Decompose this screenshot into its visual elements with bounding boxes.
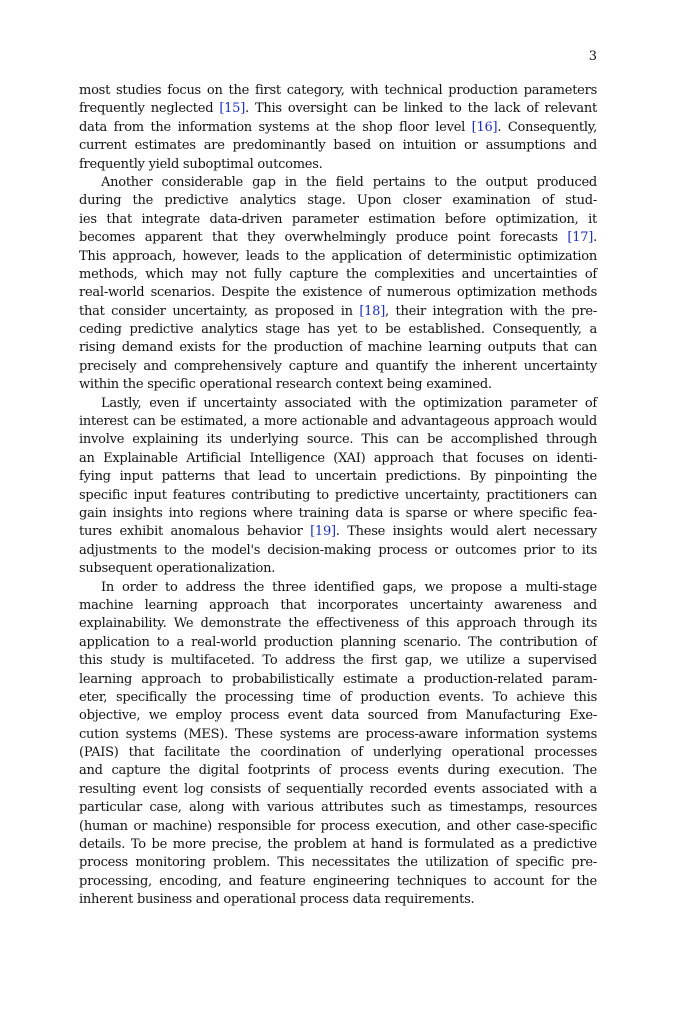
text-line bbox=[79, 211, 597, 229]
text-segment: process monitoring problem. This necessitates the utilization of specific pre- bbox=[79, 855, 597, 871]
text-line bbox=[79, 303, 597, 321]
text-line bbox=[79, 229, 597, 247]
text-segment: gain insights into regions where training data is sparse or where specific fea- bbox=[79, 505, 597, 521]
text-segment: machine learning approach that incorporates uncertainty awareness and bbox=[79, 597, 597, 613]
text-line bbox=[79, 836, 597, 854]
text-segment: In order to address the three identified gaps, we propose a multi-stage bbox=[101, 579, 597, 595]
text-line bbox=[79, 339, 597, 357]
page-number: 3 bbox=[588, 49, 597, 64]
text-line bbox=[79, 707, 597, 725]
text-segment: tures exhibit anomalous behavior bbox=[79, 524, 311, 540]
text-line bbox=[79, 192, 597, 210]
text-segment: real-world scenarios. Despite the existence of numerous optimization methods bbox=[79, 285, 597, 301]
body-text bbox=[79, 82, 597, 910]
text-line bbox=[79, 395, 597, 413]
text-segment: interest can be estimated, a more actionable and advantageous approach would bbox=[79, 414, 597, 430]
text-segment: explainability. We demonstrate the effectiveness of this approach through its bbox=[79, 616, 597, 632]
text-segment: and capture the digital footprints of process events during execution. The bbox=[79, 763, 597, 779]
text-segment: This approach, however, leads to the application of deterministic optimization bbox=[79, 248, 597, 264]
citation-link[interactable]: [18] bbox=[359, 303, 386, 319]
text-line bbox=[79, 818, 597, 836]
text-segment: data from the information systems at the shop floor level bbox=[79, 119, 472, 135]
text-line bbox=[79, 321, 597, 339]
text-segment: during the predictive analytics stage. Upon closer examination of stud- bbox=[79, 193, 597, 209]
text-line bbox=[79, 413, 597, 431]
paragraph bbox=[79, 395, 597, 579]
text-segment: learning approach to probabilistically estimate a production-related param- bbox=[79, 671, 597, 687]
text-segment: ceding predictive analytics stage has yet to be established. Consequently, a bbox=[79, 322, 597, 338]
text-segment: ies that integrate data-driven parameter estimation before optimization, it bbox=[79, 211, 597, 227]
text-segment: resulting event log consists of sequentially recorded events associated with a bbox=[79, 781, 597, 797]
text-line bbox=[79, 671, 597, 689]
text-segment: methods, which may not fully capture the complexities and uncertainties of bbox=[79, 266, 597, 282]
text-segment: subsequent operationalization. bbox=[79, 561, 276, 577]
text-segment: an Explainable Artificial Intelligence (XAI) approach that focuses on identi- bbox=[79, 450, 597, 466]
paragraph bbox=[79, 579, 597, 910]
text-segment: current estimates are predominantly based on intuition or assumptions and bbox=[79, 138, 597, 154]
text-segment: eter, specifically the processing time of production events. To achieve this bbox=[79, 689, 597, 705]
paragraph bbox=[79, 174, 597, 395]
text-segment: that consider uncertainty, as proposed in bbox=[79, 303, 360, 319]
text-line bbox=[79, 597, 597, 615]
text-line bbox=[79, 174, 597, 192]
text-line bbox=[79, 137, 597, 155]
text-line bbox=[79, 266, 597, 284]
text-segment: , their integration with the pre- bbox=[385, 303, 597, 319]
text-segment: within the specific operational research context being examined. bbox=[79, 377, 492, 393]
text-line bbox=[79, 560, 597, 578]
text-line bbox=[79, 689, 597, 707]
text-segment: (human or machine) responsible for process execution, and other case-specific bbox=[79, 818, 597, 834]
text-segment: processing, encoding, and feature engineering techniques to account for the bbox=[79, 873, 597, 889]
text-segment: fying input patterns that lead to uncertain predictions. By pinpointing the bbox=[79, 469, 597, 485]
text-line bbox=[79, 82, 597, 100]
text-segment: objective, we employ process event data sourced from Manufacturing Exe- bbox=[79, 708, 597, 724]
text-line bbox=[79, 726, 597, 744]
text-segment: rising demand exists for the production of machine learning outputs that can bbox=[79, 340, 597, 356]
text-line bbox=[79, 284, 597, 302]
text-line bbox=[79, 854, 597, 872]
text-segment: details. To be more precise, the problem at hand is formulated as a predictive bbox=[79, 837, 597, 853]
citation-link[interactable]: [17] bbox=[567, 230, 594, 246]
text-segment: . bbox=[593, 230, 597, 246]
text-segment: cution systems (MES). These systems are process-aware information systems bbox=[79, 726, 597, 742]
text-line bbox=[79, 615, 597, 633]
text-line bbox=[79, 358, 597, 376]
text-line bbox=[79, 523, 597, 541]
text-line bbox=[79, 634, 597, 652]
text-line bbox=[79, 744, 597, 762]
text-line bbox=[79, 873, 597, 891]
text-line bbox=[79, 376, 597, 394]
text-line bbox=[79, 450, 597, 468]
text-line bbox=[79, 468, 597, 486]
text-segment: inherent business and operational process data requirements. bbox=[79, 892, 475, 908]
text-line bbox=[79, 431, 597, 449]
citation-link[interactable]: [15] bbox=[219, 101, 246, 117]
text-segment: involve explaining its underlying source. This can be accomplished through bbox=[79, 432, 597, 448]
text-line bbox=[79, 505, 597, 523]
paragraph bbox=[79, 82, 597, 174]
text-segment: application to a real-world production planning scenario. The contribution of bbox=[79, 634, 597, 650]
text-segment: frequently neglected bbox=[79, 101, 220, 117]
text-line bbox=[79, 799, 597, 817]
text-segment: . This oversight can be linked to the lack of relevant bbox=[245, 101, 597, 117]
text-segment: Lastly, even if uncertainty associated with the optimization parameter of bbox=[101, 395, 597, 411]
text-segment: (PAIS) that facilitate the coordination of underlying operational processes bbox=[79, 745, 597, 761]
text-segment: precisely and comprehensively capture and quantify the inherent uncertainty bbox=[79, 358, 597, 374]
text-line bbox=[79, 487, 597, 505]
text-segment: . These insights would alert necessary bbox=[335, 524, 597, 540]
text-line bbox=[79, 762, 597, 780]
citation-link[interactable]: [16] bbox=[471, 119, 498, 135]
text-segment: most studies focus on the first category, with technical production parameters bbox=[79, 83, 597, 98]
text-line bbox=[79, 119, 597, 137]
text-segment: specific input features contributing to predictive uncertainty, practitioners can bbox=[79, 487, 597, 503]
citation-link[interactable]: [19] bbox=[310, 524, 336, 540]
text-segment: particular case, along with various attributes such as timestamps, resources bbox=[79, 800, 597, 816]
text-segment: . Consequently, bbox=[497, 119, 597, 135]
text-line bbox=[79, 542, 597, 560]
text-line bbox=[79, 156, 597, 174]
text-line bbox=[79, 781, 597, 799]
text-line bbox=[79, 579, 597, 597]
text-line bbox=[79, 248, 597, 266]
text-line bbox=[79, 100, 597, 118]
text-line bbox=[79, 652, 597, 670]
text-line bbox=[79, 891, 597, 909]
text-segment: this study is multifaceted. To address the first gap, we utilize a supervised bbox=[79, 653, 597, 669]
text-segment: Another considerable gap in the field pertains to the output produced bbox=[101, 174, 597, 190]
text-segment: adjustments to the model's decision-making process or outcomes prior to its bbox=[79, 542, 597, 558]
text-segment: becomes apparent that they overwhelmingly produce point forecasts bbox=[79, 230, 568, 246]
text-segment: frequently yield suboptimal outcomes. bbox=[79, 156, 323, 172]
